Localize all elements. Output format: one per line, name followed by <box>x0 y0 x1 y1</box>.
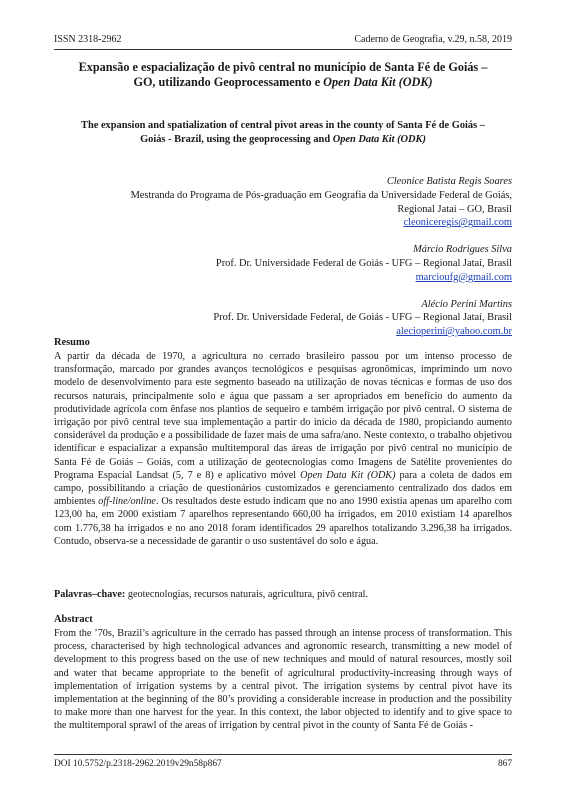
doi: DOI 10.5752/p.2318-2962.2019v29n58p867 <box>54 759 222 769</box>
title-portuguese <box>60 60 506 90</box>
resumo-body: A partir da década de 1970, a agricultura no cerrado brasileiro passou por um intenso processo de transformação, marcado por grandes avanços tecnológicos e pesquisas agronômicas, imprimindo um novo modelo de desenvolvimento para este segmento baseado na utilização de novas técnicas e formas de uso dos recursos naturais, principalmente solo e água que passam a ser apropriados em benefício do aumento da produtividade agrícola com ênfase nos plantios de sequeiro e também irrigação por pivô central. O sistema de irrigação por pivô central teve sua implementação a partir do início da década de 1980, propiciando aumento considerável da produção e a possibilidade de fazer mais de uma safra/ano. Neste contexto, o trabalho objetivou identificar e espacializar a expansão multitemporal das áreas de irrigação por pivô central no município de Santa Fé de Goiás – Goiás, com a utilização de geotecnologias como Imagens de Satélite provenientes do Programa Espacial Landsat (5, 7 e 8) e aplicativo móvel Open Data Kit (ODK) para a coleta de dados em campo, possibilitando a criação de questionários customizados e gerenciamento centralizado dos dados em ambientes off-line/online. Os resultados deste estudo indicam que no ano 1990 existia apenas um aparelho com 123,00 ha, em 2000 existiam 7 aparelhos representando 660,00 ha irrigados, em 2010 existiam 14 aparelhos com 1.776,38 ha irrigados e no ano 2018 foram identificados 29 aparelhos totalizando 3.296,38 ha irrigados. Contudo, observa-se a necessidade de garantir o uso sustentável do solo e água. <box>54 351 512 547</box>
author-email-link[interactable]: alecioperini@yahoo.com.br <box>396 326 512 338</box>
author-email-link[interactable]: marcioufg@gmail.com <box>415 271 512 283</box>
author-email-link[interactable]: cleoniceregis@gmail.com <box>403 217 512 229</box>
author-name: Márcio Rodrigues Silva <box>413 244 512 256</box>
footer-rule <box>54 754 512 755</box>
header-rule <box>54 49 512 50</box>
abstract-heading: Abstract <box>54 614 93 625</box>
journal-citation: Caderno de Geografia, v.29, n.58, 2019 <box>354 34 512 45</box>
author-2 <box>60 243 512 284</box>
title-pt-line2: GO, utilizando Geoprocessamento e Open Data Kit (ODK) <box>133 75 433 89</box>
author-name: Cleonice Batista Regis Soares <box>386 176 512 187</box>
keywords-text: geotecnologias, recursos naturais, agricultura, pivô central. <box>125 589 369 600</box>
title-english <box>60 119 506 147</box>
author-affiliation: Prof. Dr. Universidade Federal de Goiás - UFG – Regional Jataí, Brasil <box>215 257 512 269</box>
author-block <box>60 175 512 352</box>
issn: ISSN 2318-2962 <box>54 34 122 45</box>
author-affiliation-line2: Regional Jataí – GO, Brasil <box>397 203 512 215</box>
keywords-label: Palavras–chave: <box>54 589 126 600</box>
title-en-line2: Goiás - Brazil, using the geoprocessing and Open Data Kit (ODK) <box>140 134 426 145</box>
author-affiliation: Prof. Dr. Universidade Federal, de Goiás - UFG – Regional Jataí, Brasil <box>213 312 512 324</box>
author-1 <box>60 175 512 230</box>
title-en-line1: The expansion and spatialization of central pivot areas in the county of Santa Fé de Goiás – <box>81 120 485 131</box>
page-number: 867 <box>497 759 512 769</box>
abstract-body: From the ’70s, Brazil’s agriculture in the cerrado has passed through an intense process of transformation. This process, characterised by high technological advances and agronomic research, transmitting a new model of development to this progress based on the use of new techniques and mould of natural resources, mostly soil and water that became appropriate to the benefit of agricultural productivity-increasing through ways of implementation of irrigation systems by a central pivot. The irrigation systems by central pivot have its implementation at the beginning of the 80’s providing a considerable increase in production and the possibility to make more than one harvest for the year. In this context, the labor objected to identify and to give space to the multitemporal sprawl of the areas of irrigation by central pivot in the county of Santa Fé de Goiás - <box>54 628 512 732</box>
resumo-heading: Resumo <box>54 337 90 348</box>
author-name: Alécio Perini Martins <box>421 298 512 310</box>
title-pt-line1: Expansão e espacialização de pivô central no município de Santa Fé de Goiás – <box>78 60 488 74</box>
keywords <box>54 588 512 601</box>
author-3 <box>60 298 512 339</box>
author-affiliation: Mestranda do Programa de Pós-graduação em Geografia da Universidade Federal de Goiás, <box>130 189 512 201</box>
